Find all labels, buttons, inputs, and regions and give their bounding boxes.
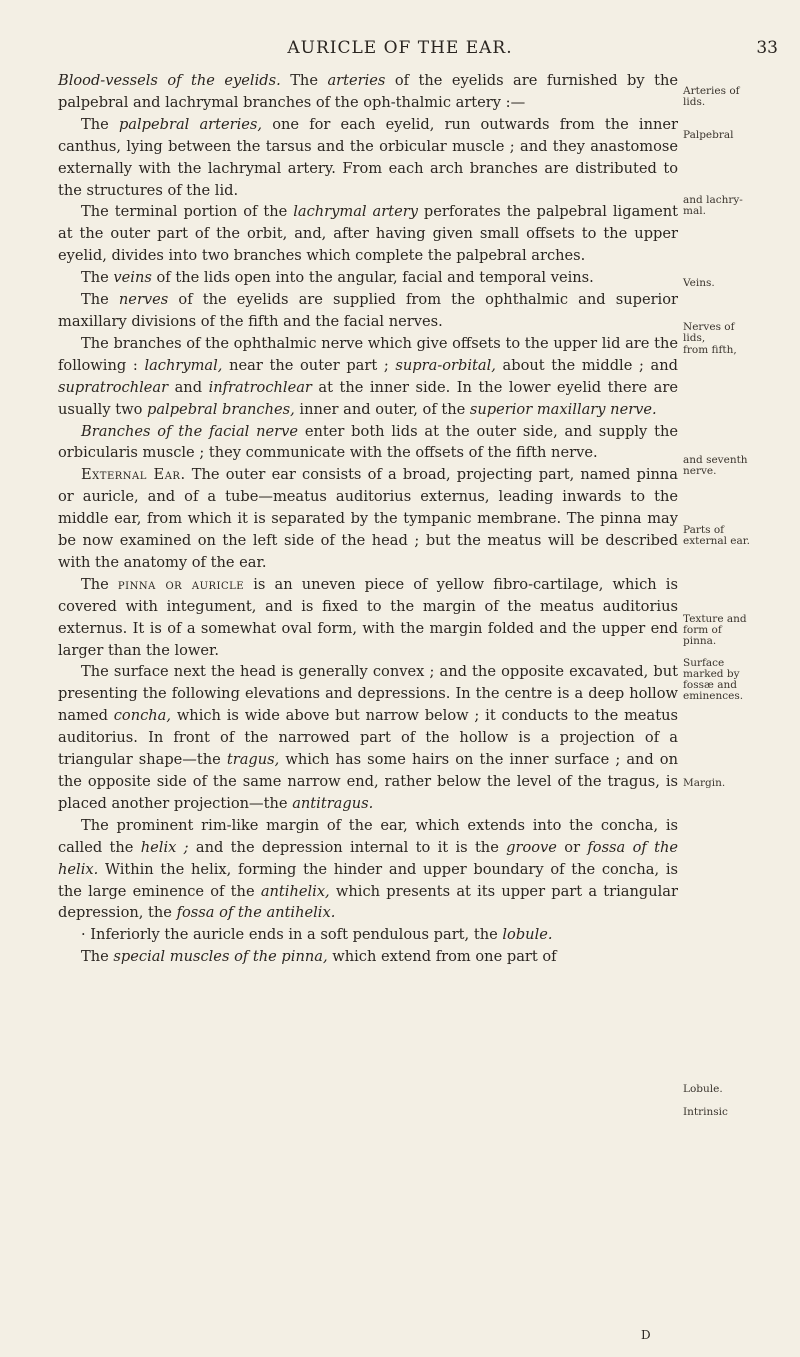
margin-note-line: Intrinsic — [683, 1106, 728, 1118]
paragraph — [58, 114, 678, 202]
running-title: AURICLE OF THE EAR. — [287, 38, 513, 58]
paragraph — [58, 464, 678, 574]
text-run: infratrochlear — [208, 378, 312, 396]
margin-note — [683, 195, 743, 217]
margin-note-line: Nerves of — [683, 321, 735, 333]
margin-note-line: Veins. — [683, 277, 715, 289]
text-run: which extend from one part of — [327, 948, 557, 966]
text-run: · Inferiorly the auricle ends in a soft pendulous part, the — [81, 926, 503, 944]
text-run: The — [280, 72, 328, 89]
text-run: or — [556, 838, 588, 856]
margin-note-line: marked by — [683, 668, 740, 680]
margin-note-line: nerve. — [683, 465, 717, 477]
text-run: about the middle ; and — [495, 356, 678, 374]
text-run: superior maxillary nerve. — [469, 400, 657, 418]
text-run: concha, — [113, 707, 172, 725]
body-text — [58, 70, 678, 968]
margin-note-line: external ear. — [683, 535, 750, 547]
margin-note-line: Palpebral — [683, 129, 734, 141]
text-run: The — [81, 948, 114, 966]
text-run: The outer ear consists of a broad, projecting part, named pinna or auricle, and of a tube—meatus auditorius externus, leading inwards to the middle ear, from which it is separated by the tympanic membrane. The pinna may be now examined on the left side of the head ; but the meatus will be described with the anatomy of the ear. — [58, 466, 678, 571]
margin-note — [683, 1084, 723, 1095]
text-run: lobule. — [502, 926, 553, 944]
margin-note — [683, 614, 747, 647]
margin-note-line: Surface — [683, 657, 725, 669]
text-run: which has some hairs on the inner surface ; and on the opposite side of the same narrow end, rather below the level of the tragus, is placed another projection—the — [58, 751, 678, 812]
margin-note-line: and seventh — [683, 454, 748, 466]
text-run: which presents at its upper part a triangular depression, the — [58, 882, 678, 922]
text-run: antihelix, — [260, 882, 330, 900]
margin-note — [683, 455, 748, 477]
page-number: 33 — [756, 38, 778, 58]
paragraph — [58, 574, 678, 662]
text-run: of the lids open into the angular, facial and temporal veins. — [151, 269, 594, 287]
text-run: lachrymal artery — [293, 203, 418, 221]
paragraph — [58, 924, 678, 946]
text-run: palpebral branches, — [147, 400, 295, 418]
paragraph — [58, 946, 678, 968]
text-run: The branches of the ophthalmic nerve which give offsets to the upper lid are the following : — [58, 334, 678, 374]
margin-note-line: from fifth, — [683, 344, 737, 356]
paragraph — [58, 333, 678, 421]
text-run: External Ear. — [81, 466, 186, 484]
text-run: palpebral arteries, — [118, 115, 263, 133]
margin-note-line: eminences. — [683, 690, 744, 702]
margin-note-line: Texture and — [683, 613, 747, 625]
text-run: fossa of the helix. — [58, 838, 678, 878]
text-run: of the eyelids are furnished by the palpebral and lachrymal branches of the oph-thalmic artery :— — [58, 72, 678, 111]
margin-note — [683, 778, 725, 789]
text-run: The prominent rim-like margin of the ear, which extends into the concha, is called the — [58, 816, 678, 856]
paragraph — [58, 421, 678, 465]
margin-note-line: mal. — [683, 205, 706, 217]
paragraph — [58, 201, 678, 267]
text-run: The surface next the head is generally convex ; and the opposite excavated, but presenting the following elevations and depressions. In the centre is a deep hollow named — [58, 663, 678, 725]
text-run: fossa of the antihelix. — [176, 904, 336, 922]
text-run: Within the helix, forming the hinder and upper boundary of the concha, is the large eminence of the — [58, 860, 678, 900]
paragraph — [58, 661, 678, 814]
text-run: The — [81, 269, 114, 287]
text-run: of the eyelids are supplied from the ophthalmic and superior maxillary divisions of the fifth and the facial nerves. — [58, 291, 678, 330]
text-run: one for each eyelid, run outwards from the inner canthus, lying between the tarsus and the orbicular muscle ; and they anastomose externally with the lachrymal artery. From each arch branches are distributed to the structures of the lid. — [58, 115, 678, 199]
text-run: pinna or auricle — [117, 575, 245, 593]
margin-note-line: lids. — [683, 96, 706, 108]
text-run: veins — [113, 269, 152, 287]
text-run: Branches of the facial nerve — [81, 422, 299, 440]
signature-mark: D — [641, 1328, 651, 1342]
text-run: nerves — [118, 291, 169, 309]
margin-note — [683, 322, 735, 344]
margin-note — [683, 525, 750, 547]
text-run: The terminal portion of the — [81, 203, 294, 221]
margin-note — [683, 130, 734, 141]
margin-note-line: Parts of — [683, 524, 725, 536]
text-run: tragus, — [226, 751, 280, 769]
margin-note — [683, 658, 743, 702]
text-run: supratrochlear — [58, 378, 169, 396]
text-run: antitragus. — [292, 794, 374, 812]
text-run: helix ; — [140, 838, 189, 856]
text-run: special muscles of the pinna, — [113, 948, 328, 966]
text-run: The — [81, 115, 119, 133]
margin-note — [683, 1107, 728, 1118]
margin-note — [683, 86, 740, 108]
text-run: is an uneven piece of yellow fibro-cartilage, which is covered with integument, and is fixed to the margin of the meatus auditorius externus. It is of a somewhat oval form, with the margin folded and the upper end larger than the lower. — [58, 575, 678, 659]
text-run: perforates the palpebral ligament at the outer part of the orbit, and, after having given small offsets to the upper eyelid, divides into two branches which complete the palpebral arches. — [58, 203, 679, 265]
text-run: and — [168, 378, 209, 396]
margin-note — [683, 345, 737, 356]
text-run: inner and outer, of the — [294, 400, 470, 418]
text-run: and the depression internal to it is the — [188, 838, 507, 856]
paragraph — [58, 70, 678, 114]
text-run: The — [81, 575, 118, 593]
text-run: enter both lids at the outer side, and supply the orbicularis muscle ; they communicate with the offsets of the fifth nerve. — [58, 422, 678, 462]
paragraph — [58, 815, 678, 925]
text-run: lachrymal, — [144, 356, 223, 374]
margin-note-line: and lachry- — [683, 194, 743, 206]
margin-note-line: Arteries of — [683, 85, 740, 97]
text-run: supra-orbital, — [395, 356, 496, 374]
margin-note-line: pinna. — [683, 635, 717, 647]
text-run: arteries — [327, 72, 386, 89]
text-run: near the outer part ; — [222, 356, 396, 374]
margin-note-line: form of — [683, 624, 722, 636]
text-run: Blood-vessels of the eyelids. — [58, 72, 281, 89]
text-run: at the inner side. In the lower eyelid there are usually two — [58, 378, 678, 418]
margin-note-line: Margin. — [683, 777, 726, 789]
text-run: which is wide above but narrow below ; it conducts to the meatus auditorius. In front of the narrowed part of the hollow is a projection of a triangular shape—the — [58, 707, 679, 769]
margin-note-line: Lobule. — [683, 1083, 723, 1095]
text-run: The — [81, 291, 119, 309]
margin-note-line: fossæ and — [683, 679, 737, 691]
margin-note-line: lids, — [683, 332, 706, 344]
margin-note — [683, 278, 715, 289]
text-run: groove — [506, 838, 557, 856]
paragraph — [58, 267, 678, 289]
paragraph — [58, 289, 678, 333]
